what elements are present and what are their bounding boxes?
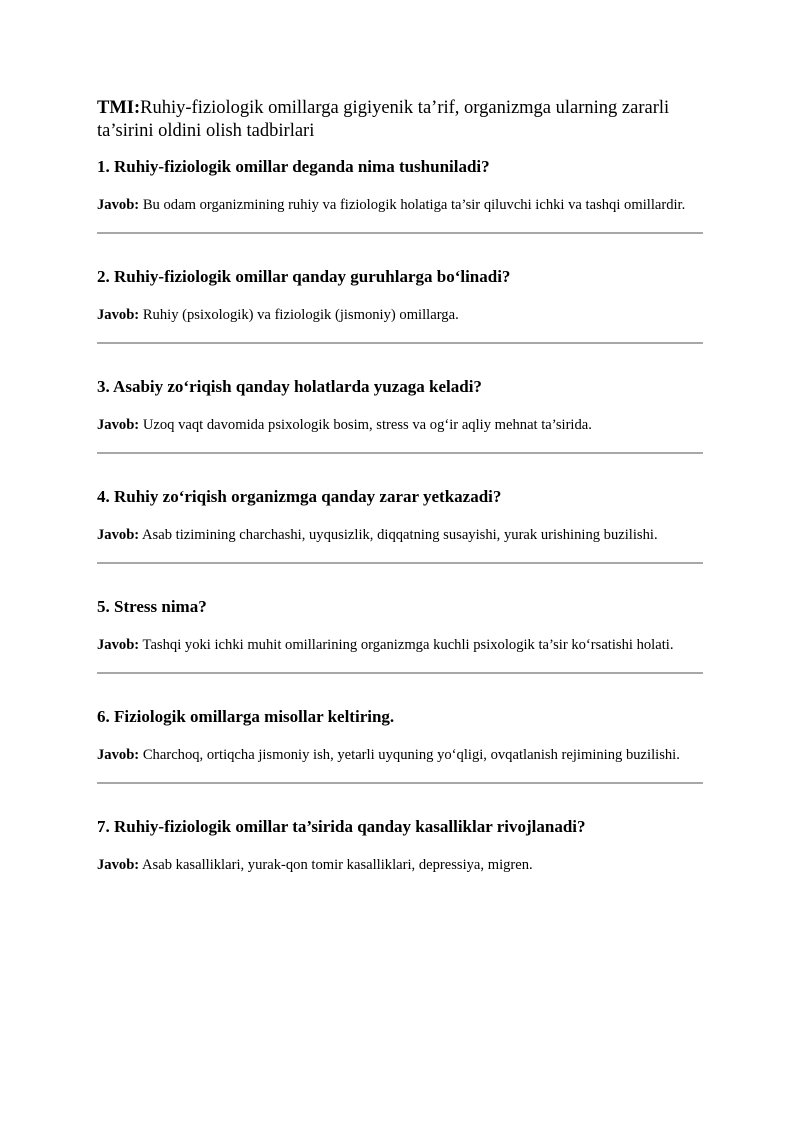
answer-5 [97,636,703,655]
answer-text: Tashqi yoki ichki muhit omillarining organizmga kuchli psixologik ta’sir ko‘rsatishi holati. [139,637,674,653]
question-3: 3. Asabiy zo‘riqish qanday holatlarda yuzaga keladi? [97,377,482,396]
answer-6 [97,746,703,765]
answer-label: Javob: [97,747,140,763]
title-text: Ruhiy-fiziologik omillarga gigiyenik ta’rif, organizmga ularning zararli ta’sirini oldini olish tadbirlari [97,98,670,141]
document-page [97,97,703,875]
qa-item-5 [97,596,703,674]
question-1: 1. Ruhiy-fiziologik omillar deganda nima tushuniladi? [97,157,490,176]
answer-1 [97,196,703,215]
answer-text: Asab kasalliklari, yurak-qon tomir kasalliklari, depressiya, migren. [139,857,533,873]
question-6: 6. Fiziologik omillarga misollar keltiring. [97,707,395,726]
answer-label: Javob: [97,197,140,213]
answer-text: Uzoq vaqt davomida psixologik bosim, stress va og‘ir aqliy mehnat ta’sirida. [139,417,592,433]
answer-text: Bu odam organizmining ruhiy va fiziologik holatiga ta’sir qiluvchi ichki va tashqi omillardir. [139,197,686,213]
qa-item-4 [97,486,703,564]
document-title [97,97,703,143]
answer-label: Javob: [97,637,140,653]
qa-item-3 [97,376,703,454]
qa-item-7 [97,816,703,875]
answer-label: Javob: [97,527,140,543]
answer-3 [97,416,703,435]
answer-label: Javob: [97,417,140,433]
divider [97,672,703,674]
answer-2 [97,306,703,325]
answer-text: Charchoq, ortiqcha jismoniy ish, yetarli uyquning yo‘qligi, ovqatlanish rejimining buzilishi. [139,747,680,763]
qa-item-6 [97,706,703,784]
divider [97,232,703,234]
divider [97,342,703,344]
title-prefix: TMI: [97,98,141,118]
question-7: 7. Ruhiy-fiziologik omillar ta’sirida qanday kasalliklar rivojlanadi? [97,817,586,836]
divider [97,562,703,564]
answer-7 [97,856,703,875]
divider [97,452,703,454]
divider [97,782,703,784]
answer-4 [97,526,703,545]
answer-label: Javob: [97,857,140,873]
answer-text: Asab tizimining charchashi, uyqusizlik, diqqatning susayishi, yurak urishining buzilishi. [139,527,658,543]
qa-item-1 [97,156,703,234]
answer-text: Ruhiy (psixologik) va fiziologik (jismoniy) omillarga. [139,307,459,323]
answer-label: Javob: [97,307,140,323]
question-5: 5. Stress nima? [97,597,207,616]
question-4: 4. Ruhiy zo‘riqish organizmga qanday zarar yetkazadi? [97,487,502,506]
qa-item-2 [97,266,703,344]
question-2: 2. Ruhiy-fiziologik omillar qanday guruhlarga bo‘linadi? [97,267,511,286]
